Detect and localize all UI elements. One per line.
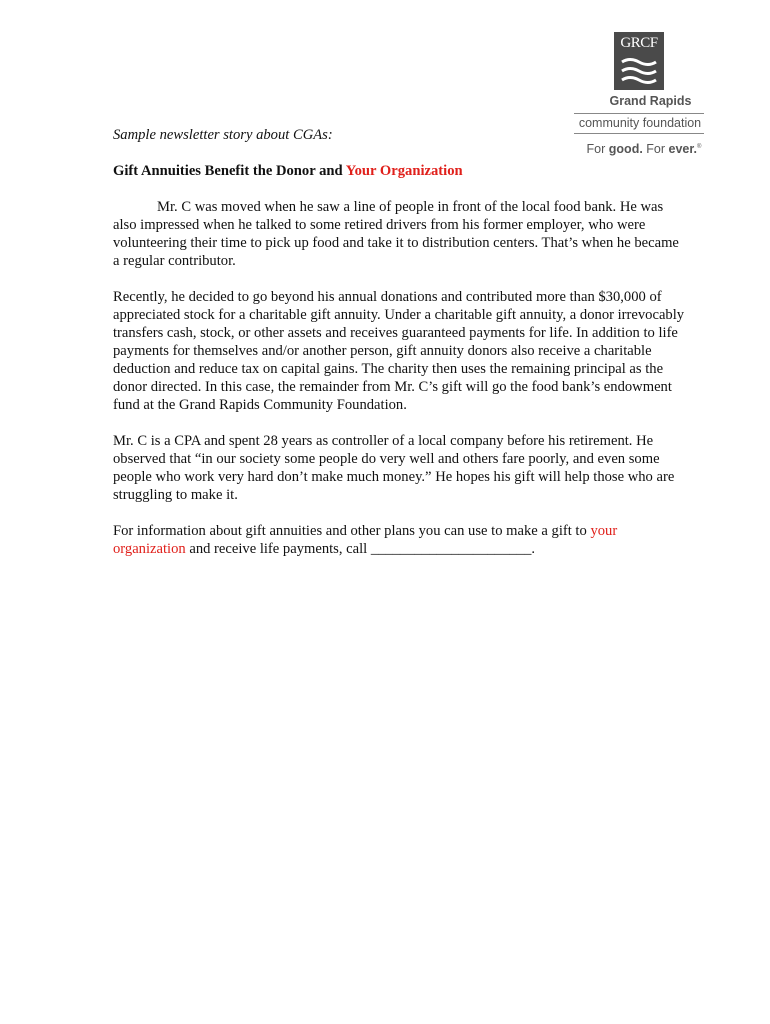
logo-name: Grand Rapids	[609, 94, 692, 108]
paragraph-3: Mr. C is a CPA and spent 28 years as controller of a local company before his retirement. He observed that “in our society some people do very well and others fare poorly, and even some people who work very hard don’t make much money.” He hopes his gift will help those who are struggling to make it.	[113, 433, 675, 503]
tagline-prefix: For	[586, 142, 609, 156]
paragraph-4	[113, 522, 688, 558]
tagline-ever: ever.	[668, 142, 698, 156]
logo-subname: community foundation	[578, 116, 702, 130]
document-body	[113, 126, 688, 558]
story-title	[113, 162, 688, 180]
tagline-mid: For	[642, 142, 669, 156]
paragraph-2: Recently, he decided to go beyond his annual donations and contributed more than $30,000 of appreciated stock for a charitable gift annuity. Under a charitable gift annuity, a donor irrevocably transfers cash, stock, or other assets and receives guaranteed payments for life. In addition to life payments for themselves and/or another person, gift annuity donors also receive a charitable deduction and reduce tax on capital gains. The charity then uses the remaining principal as the donor directed. In this case, the remainder from Mr. C’s gift will go the food bank’s endowment fund at the Grand Rapids Community Foundation.	[113, 289, 685, 413]
tagline-mark: ®	[697, 143, 702, 150]
logo-mark-text: GRCF	[620, 35, 658, 51]
p4-start: For information about gift annuities and other plans you can use to make a gift to	[113, 523, 591, 539]
intro-line: Sample newsletter story about CGAs:	[113, 127, 333, 143]
tagline-good: good.	[608, 142, 643, 156]
logo-divider-top	[574, 113, 704, 114]
logo-mark	[614, 32, 664, 90]
waves-icon	[620, 56, 658, 86]
p4-end: and receive life payments, call ______________________.	[185, 541, 536, 557]
paragraph-1: Mr. C was moved when he saw a line of people in front of the local food bank. He was also impressed when he talked to some retired drivers from his former employer, who were volunteering their time to pick up food and take it to distribution centers. That’s when he became a regular contributor.	[113, 199, 679, 269]
title-main: Gift Annuities Benefit the Donor and	[113, 163, 346, 179]
p4-organization: your organization	[113, 523, 618, 557]
title-organization: Your Organization	[345, 163, 463, 179]
